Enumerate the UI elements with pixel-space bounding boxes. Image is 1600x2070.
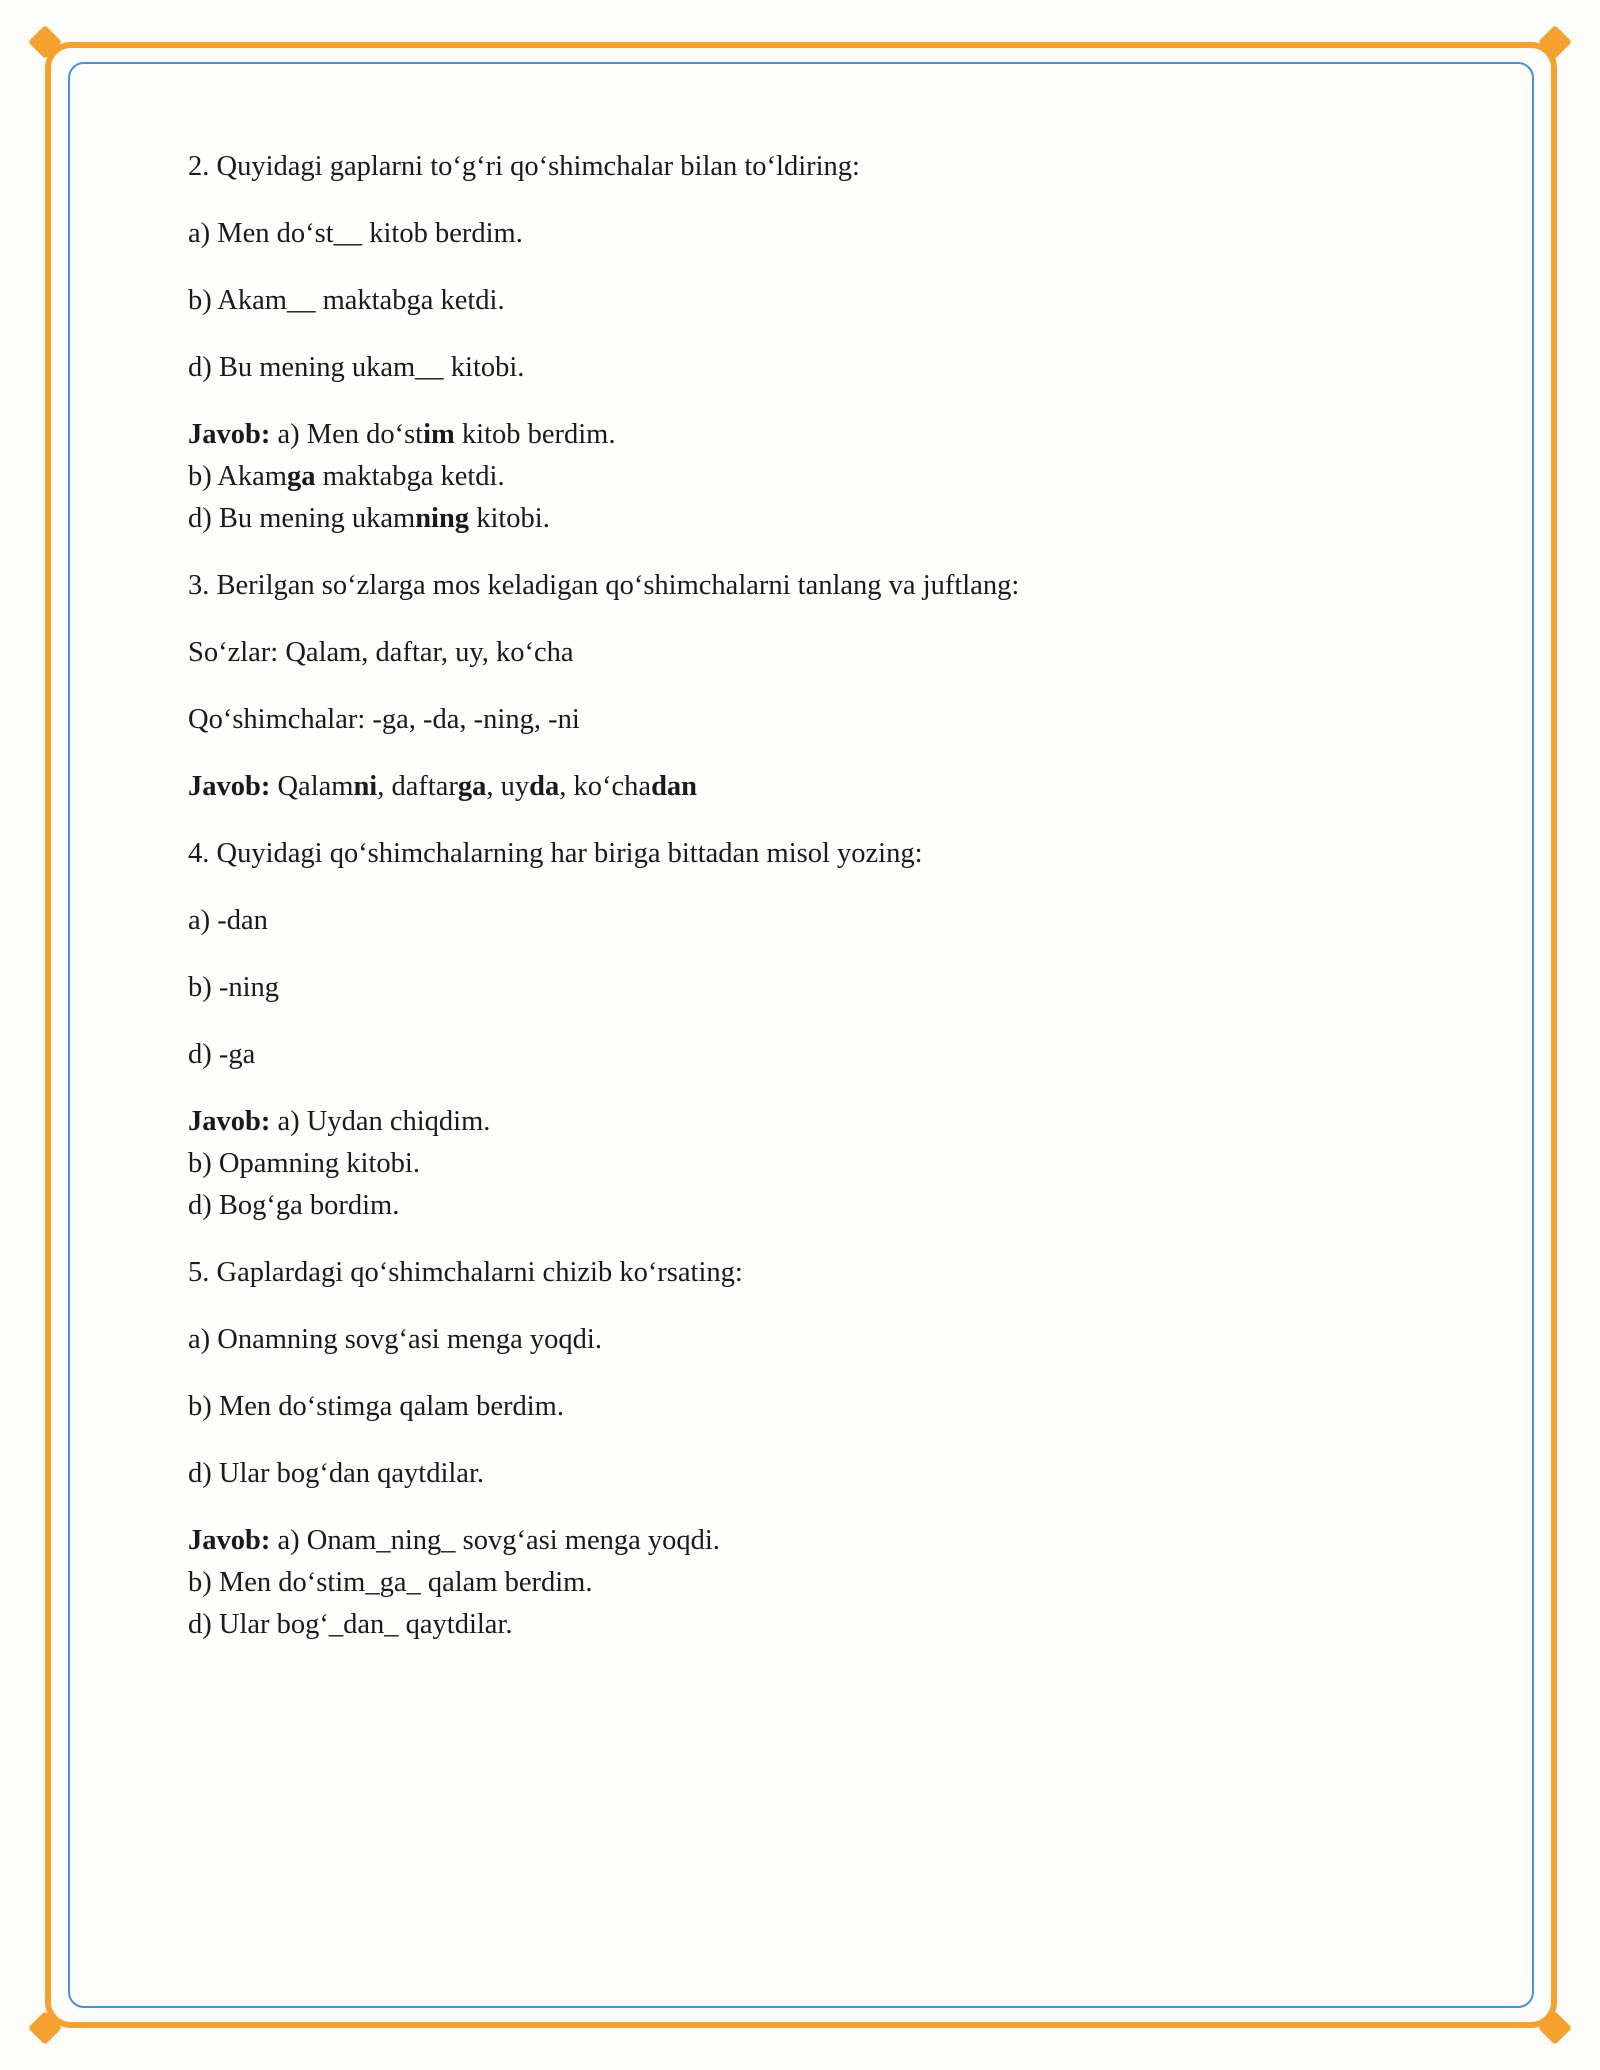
q4-item-d: d) -ga (188, 1039, 256, 1070)
q3-title: 3. Berilgan so‘zlarga mos keladigan qo‘shimchalarni tanlang va juftlang: (188, 570, 1020, 601)
q3-words: So‘zlar: Qalam, daftar, uy, ko‘cha (188, 637, 574, 668)
q4-title: 4. Quyidagi qo‘shimchalarning har biriga bittadan misol yozing: (188, 838, 923, 869)
q2-item-a: a) Men do‘st__ kitob berdim. (188, 218, 523, 249)
q4-item-b: b) -ning (188, 972, 280, 1003)
q5-title: 5. Gaplardagi qo‘shimchalarni chizib ko‘rsating: (188, 1257, 743, 1288)
q4-answer: Javob: a) Uydan chiqdim. b) Opamning kitobi. d) Bog‘ga bordim. (188, 1106, 491, 1221)
q2-title: 2. Quyidagi gaplarni to‘g‘ri qo‘shimchalar bilan to‘ldiring: (188, 151, 860, 182)
answer-label: Javob: (188, 1525, 271, 1556)
q5-answer: Javob: a) Onam_ning_ sovg‘asi menga yoqdi. b) Men do‘stim_ga_ qalam berdim. d) Ular bog‘_dan_ qaytdilar. (188, 1525, 720, 1640)
answer-label: Javob: (188, 419, 271, 450)
answer-label: Javob: (188, 771, 271, 802)
q2-item-b: b) Akam__ maktabga ketdi. (188, 285, 505, 316)
q4-item-a: a) -dan (188, 905, 268, 936)
q3-suffixes: Qo‘shimchalar: -ga, -da, -ning, -ni (188, 704, 580, 735)
q5-item-d: d) Ular bog‘dan qaytdilar. (188, 1458, 484, 1489)
answer-label: Javob: (188, 1106, 271, 1137)
q2-item-d: d) Bu mening ukam__ kitobi. (188, 352, 525, 383)
q5-item-b: b) Men do‘stimga qalam berdim. (188, 1391, 564, 1422)
q3-answer: Javob: Qalamni, daftarga, uyda, ko‘chadan (188, 771, 698, 802)
q5-item-a: a) Onamning sovg‘asi menga yoqdi. (188, 1324, 602, 1355)
q2-answer: Javob: a) Men do‘stim kitob berdim. b) Akamga maktabga ketdi. d) Bu mening ukamning kitobi. (188, 419, 616, 534)
worksheet-content (188, 146, 1448, 1646)
